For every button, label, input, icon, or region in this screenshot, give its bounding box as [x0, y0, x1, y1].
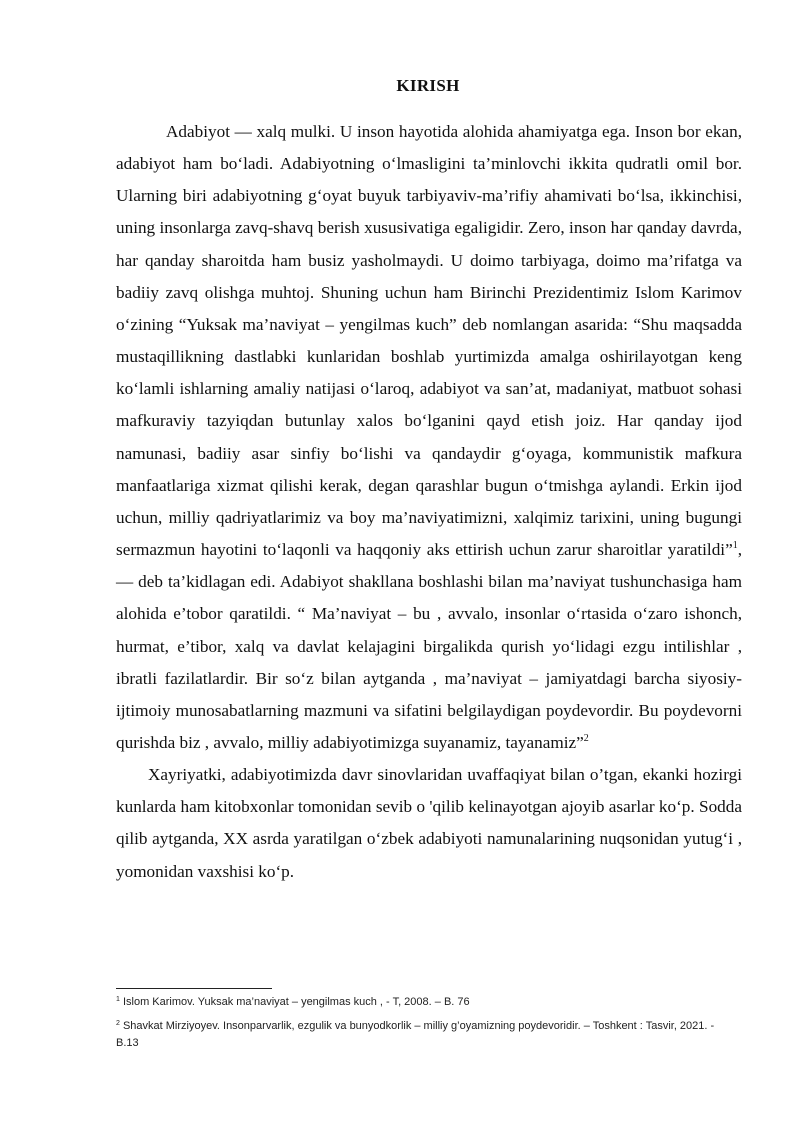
footnote-2	[116, 1018, 736, 1052]
paragraph-intro-text: Adabiyot — xalq mulki. U inson hayotida alohida ahamiyatga ega. Inson bor ekan, adabiyot ham bo‘ladi. Adabiyotning o‘lmasligini ta’minlovchi ikkita qudratli omil bor. Ularning biri adabiyotning g‘oyat buyuk tarbiyaviv-ma’rifiy ahamivati bo‘lsa, ikkinchisi, uning insonlarga zavq-shavq berish xususivatiga egaligidir. Zero, inson har qanday davrda, har qanday sharoitda ham busiz yasholmaydi. U doimo tarbiyaga, doimo ma’rifatga va badiiy zavq olishga muhtoj. Shuning uchun ham Birinchi Prezidentimiz Islom Karimov o‘zining “Yuksak ma’naviyat – yengilmas kuch” deb nomlangan asarida: “Shu maqsadda mustaqillikning dastlabki kunlaridan boshlab yurtimizda amalga oshirilayotgan keng ko‘lamli ishlarning amaliy natijasi o‘laroq, adabiyot va san’at, madaniyat, matbuot sohasi mafkuraviy tazyiqdan butunlay xalos bo‘lganini qayd etish joiz. Har qanday ijod namunasi, badiiy asar sinfiy bo‘lishi va qandaydir g‘oyaga, kommunistik mafkura manfaatlariga xizmat qilishi kerak, degan qarashlar bugun o‘tmishga aylandi. Erkin ijod uchun, milliy qadriyatlarimiz va boy ma’naviyatimizni, xalqimiz tarixini, uning bugungi sermazmun hayotini to‘laqonli va haqqoniy aks ettirish uchun zarur sharoitlar yaratildi”	[116, 122, 742, 560]
footnote-1	[116, 994, 736, 1011]
main-text	[116, 116, 742, 888]
footnote-1-text: Islom Karimov. Yuksak ma’naviyat – yengilmas kuch , - T, 2008. – B. 76	[119, 996, 470, 1008]
paragraph-second: Xayriyatki, adabiyotimizda davr sinovlaridan uvaffaqiyat bilan o’tgan, ekanki hozirgi kunlarda ham kitobxonlar tomonidan sevib o 'qilib kelinayotgan ajoyib asarlar ko‘p. Sodda qilib aytganda, XX asrda yaratilgan o‘zbek adabiyoti namunalarining nuqsonidan yutug‘i , yomonidan vaxshisi ko‘p.	[116, 765, 742, 881]
paragraph-intro-continuation: , — deb ta’kidlagan edi. Adabiyot shakllana boshlashi bilan ma’naviyat tushunchasiga ham alohida e’tobor qaratildi. “ Ma’naviyat – bu , avvalo, insonlar o‘rtasida o‘zaro ishonch, hurmat, e’tibor, xalq va davlat kelajagini birgalikda qurish yo‘lidagi ezgu intilishlar , ibratli fazilatlardir. Bir so‘z bilan aytganda , ma’naviyat – jamiyatdagi barcha siyosiy-ijtimoiy munosabatlarning mazmuni va sifatini belgilaydigan poydevordir. Bu poydevorni qurishda biz , avvalo, milliy adabiyotimizga suyanamiz, tayanamiz”	[116, 540, 742, 752]
footnote-reference-1[interactable]: 1	[732, 540, 738, 552]
page-title: KIRISH	[396, 76, 460, 95]
footnote-2-number: 2	[116, 1020, 120, 1027]
footnote-1-number: 1	[116, 996, 120, 1003]
footnote-reference-2[interactable]: 2	[583, 732, 589, 744]
footnote-2-text: Shavkat Mirziyoyev. Insonparvarlik, ezgulik va bunyodkorlik – milliy g’oyamizning poydevoridir. – Toshkent : Tasvir, 2021. - B.13	[116, 1020, 715, 1049]
paragraph-intro	[116, 116, 742, 759]
footnotes-section	[116, 994, 736, 1059]
footnote-separator	[116, 988, 272, 989]
